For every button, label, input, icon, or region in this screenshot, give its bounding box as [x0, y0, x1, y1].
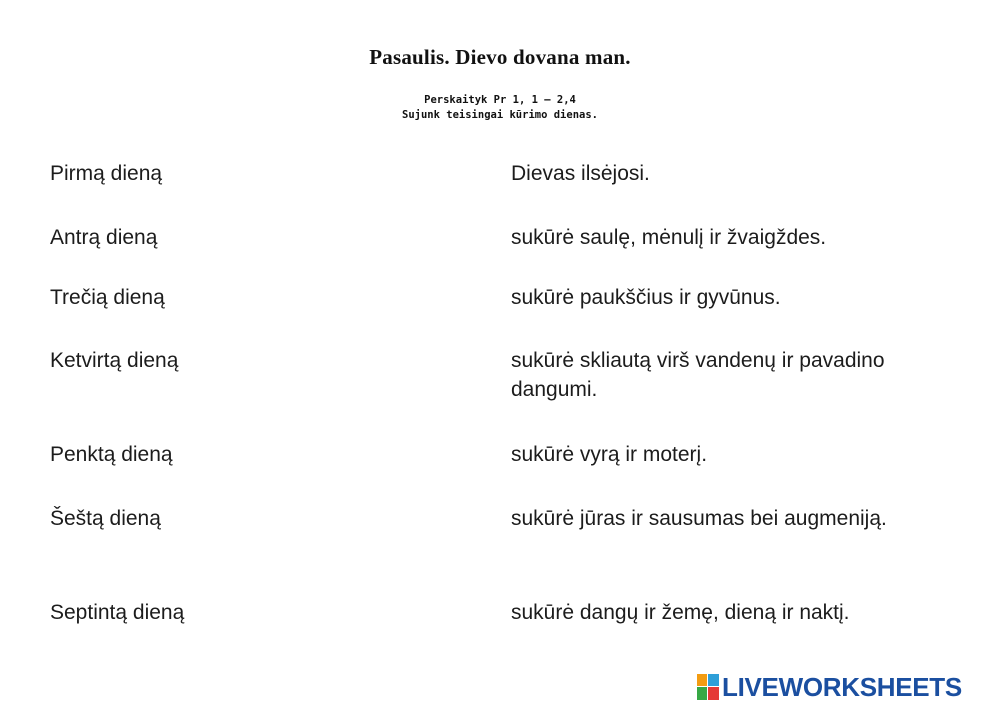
event-item[interactable]: sukūrė jūras ir sausumas bei augmeniją. [511, 507, 887, 530]
instruction-read: Perskaityk Pr 1, 1 – 2,4 [424, 94, 576, 106]
event-item[interactable]: sukūrė paukščius ir gyvūnus. [511, 286, 781, 309]
brand-text: LIVEWORKSHEETS [722, 671, 962, 702]
event-item[interactable]: sukūrė vyrą ir moterį. [511, 443, 708, 466]
event-item[interactable]: Dievas ilsėjosi. [511, 162, 650, 185]
day-item[interactable]: Penktą dieną [50, 443, 173, 466]
day-item[interactable]: Septintą dieną [50, 601, 185, 624]
day-item[interactable]: Antrą dieną [50, 226, 158, 249]
liveworksheets-logo-icon [697, 674, 719, 700]
day-item[interactable]: Trečią dieną [50, 286, 165, 309]
day-item[interactable]: Pirmą dieną [50, 162, 163, 185]
event-item[interactable]: sukūrė saulę, mėnulį ir žvaigždes. [511, 226, 827, 249]
instruction-match: Sujunk teisingai kūrimo dienas. [402, 109, 598, 121]
day-item[interactable]: Ketvirtą dieną [50, 349, 179, 372]
event-item[interactable]: sukūrė dangų ir žemę, dieną ir naktį. [511, 601, 850, 624]
event-item[interactable]: sukūrė skliautą virš vandenų ir pavadino dangumi. [511, 349, 885, 401]
worksheet-title: Pasaulis. Dievo dovana man. [369, 45, 631, 69]
day-item[interactable]: Šeštą dieną [50, 507, 161, 530]
liveworksheets-brand [697, 670, 962, 704]
